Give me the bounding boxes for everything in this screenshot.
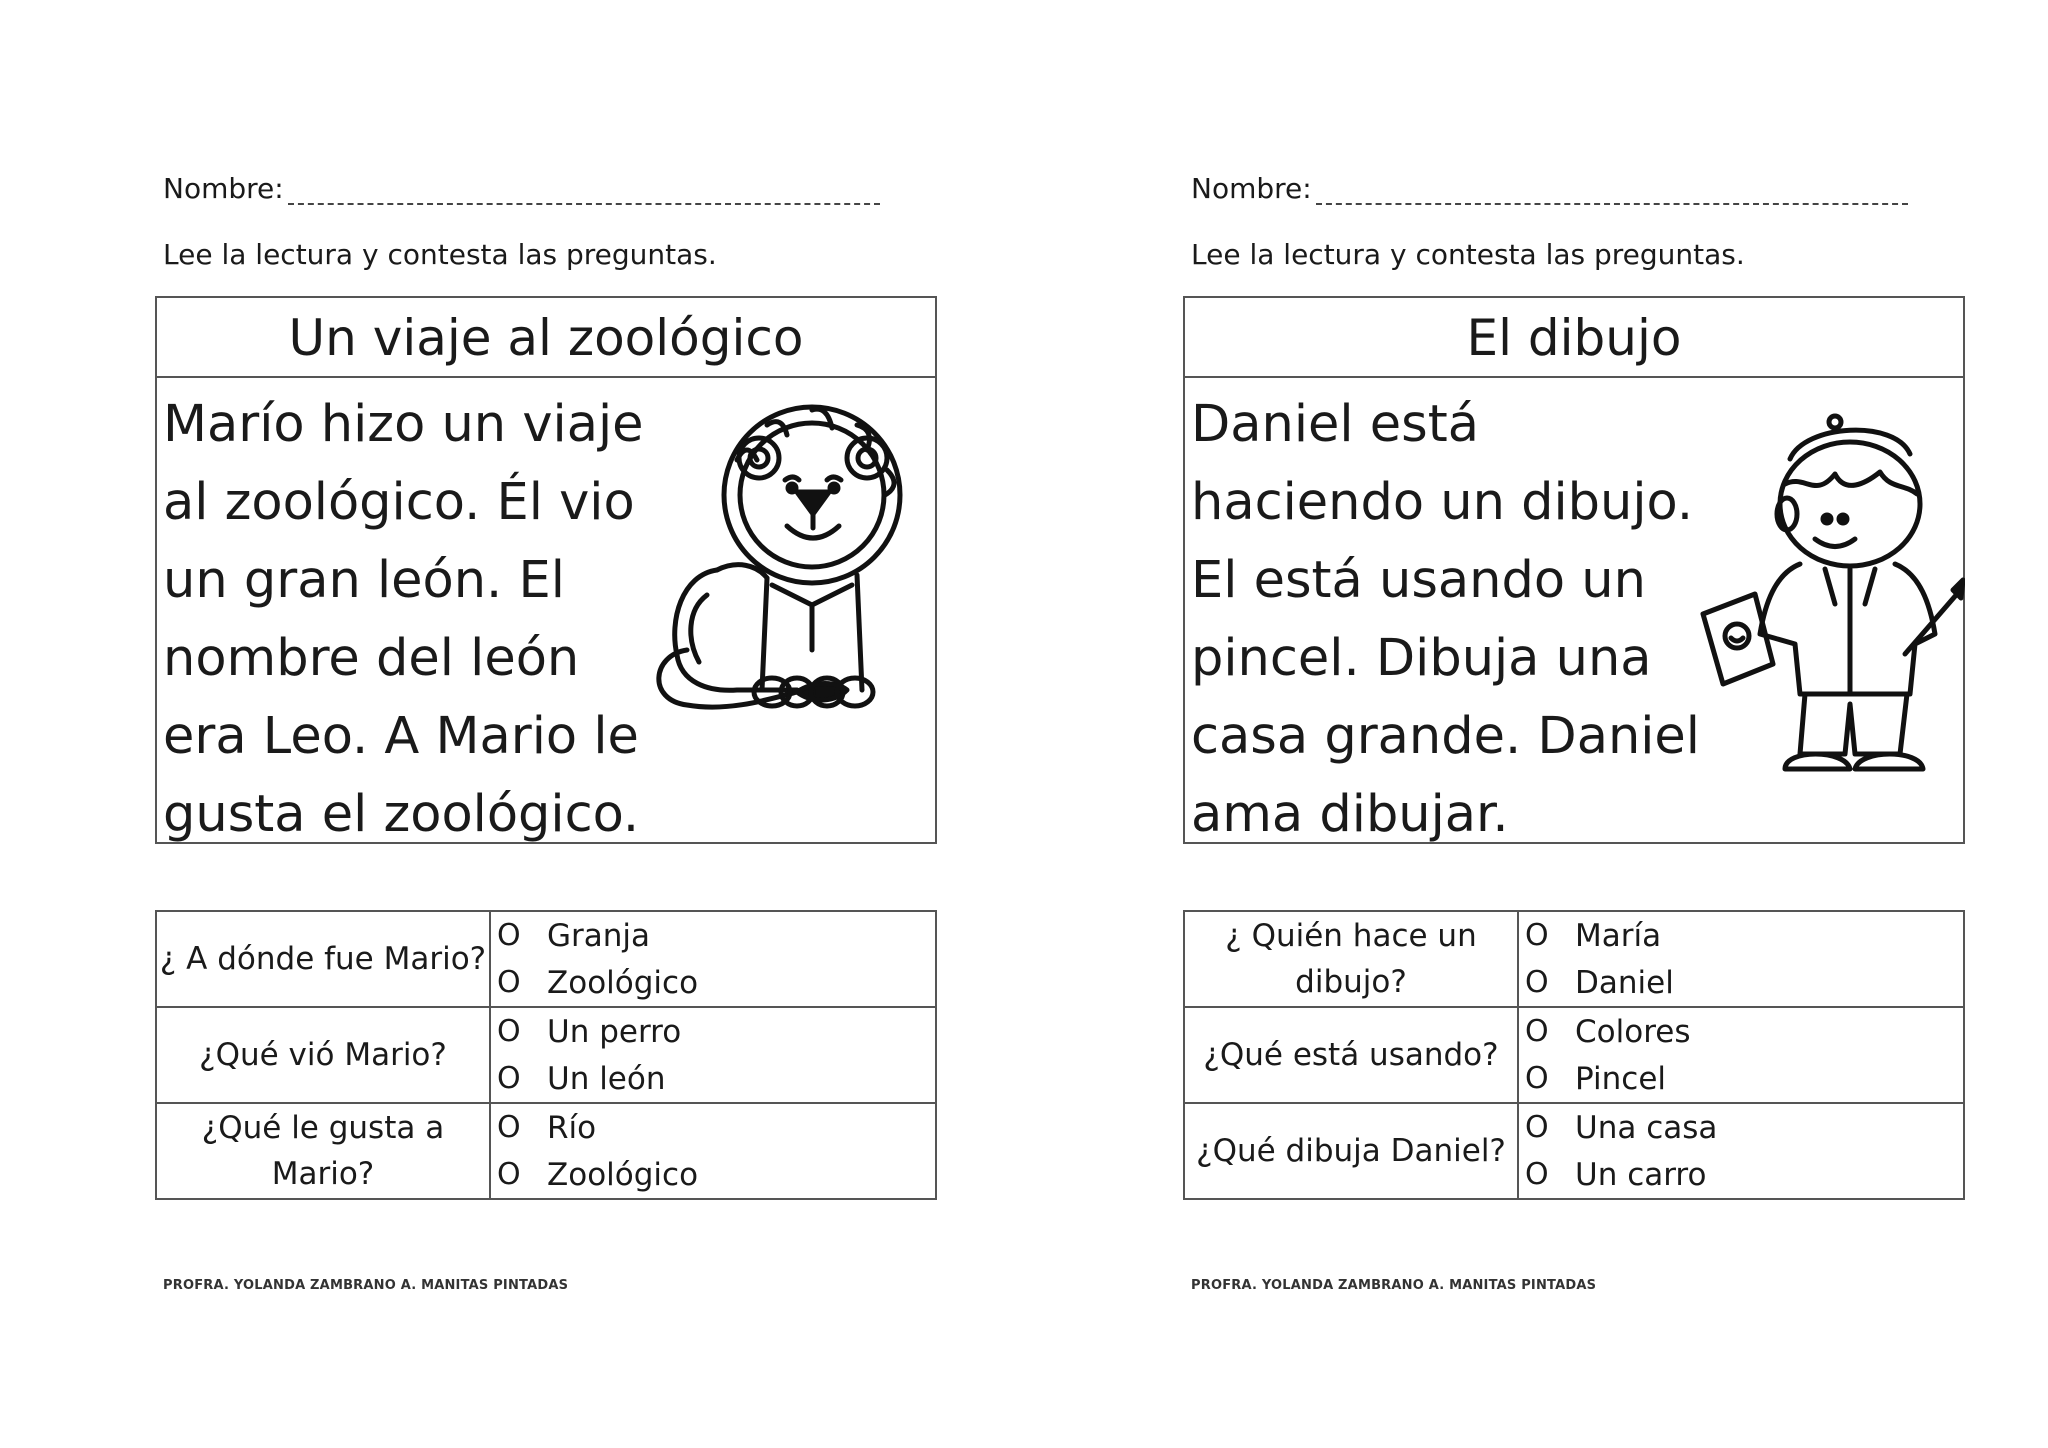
story-title: Un viaje al zoológico [157, 298, 935, 378]
story-line: casa grande. Daniel [1191, 707, 1700, 766]
option-label: Pincel [1575, 1060, 1667, 1097]
story-text [163, 386, 644, 854]
option-label: Granja [547, 917, 651, 954]
story-box [155, 296, 937, 844]
option-circle[interactable]: O [1525, 1061, 1549, 1096]
answer-option[interactable] [497, 1104, 935, 1151]
option-label: Zoológico [547, 1156, 699, 1193]
question-text: ¿Qué está usando? [1184, 1007, 1518, 1103]
answer-option[interactable] [497, 959, 935, 1006]
answer-option[interactable] [497, 912, 935, 959]
story-line: ama dibujar. [1191, 785, 1509, 844]
answer-option[interactable] [497, 1008, 935, 1055]
story-line: era Leo. A Mario le [163, 707, 639, 766]
story-line: gusta el zoológico. [163, 785, 640, 844]
answer-option[interactable] [1525, 912, 1963, 959]
quiz-table [155, 910, 937, 1200]
author-credit: PROFRA. YOLANDA ZAMBRANO A. MANITAS PINTADAS [1191, 1278, 1597, 1293]
quiz-table [1183, 910, 1965, 1200]
option-circle[interactable]: O [497, 965, 521, 1000]
question-row [1184, 911, 1964, 1007]
answer-option[interactable] [1525, 959, 1963, 1006]
story-line: Daniel está [1191, 395, 1479, 454]
story-line: un gran león. El [163, 551, 565, 610]
story-body [157, 378, 935, 842]
question-text: ¿ A dónde fue Mario? [156, 911, 490, 1007]
story-title: El dibujo [1185, 298, 1963, 378]
option-label: Daniel [1575, 964, 1674, 1001]
name-label: Nombre: [163, 172, 284, 205]
option-circle[interactable]: O [1525, 965, 1549, 1000]
option-label: Una casa [1575, 1109, 1718, 1146]
worksheet-drawing [1183, 0, 1983, 1448]
question-options [1518, 1007, 1964, 1103]
boy-painter-illustration [1695, 404, 1965, 804]
story-box [1183, 296, 1965, 844]
story-line: al zoológico. Él vio [163, 473, 635, 532]
story-line: pincel. Dibuja una [1191, 629, 1652, 688]
story-line: El está usando un [1191, 551, 1646, 610]
question-row [156, 1007, 936, 1103]
author-credit: PROFRA. YOLANDA ZAMBRANO A. MANITAS PINTADAS [163, 1278, 569, 1293]
option-circle[interactable]: O [497, 918, 521, 953]
question-row [1184, 1007, 1964, 1103]
option-label: Colores [1575, 1013, 1691, 1050]
option-label: Zoológico [547, 964, 699, 1001]
option-circle[interactable]: O [497, 1110, 521, 1145]
option-label: Un carro [1575, 1156, 1707, 1193]
option-circle[interactable]: O [497, 1157, 521, 1192]
answer-option[interactable] [497, 1055, 935, 1102]
question-options [490, 911, 936, 1007]
option-circle[interactable]: O [1525, 1157, 1549, 1192]
question-text: ¿ Quién hace un dibujo? [1184, 911, 1518, 1007]
answer-option[interactable] [497, 1151, 935, 1198]
question-row [156, 911, 936, 1007]
answer-option[interactable] [1525, 1008, 1963, 1055]
name-label: Nombre: [1191, 172, 1312, 205]
name-field [163, 172, 880, 205]
option-label: María [1575, 917, 1662, 954]
story-line: nombre del león [163, 629, 580, 688]
answer-option[interactable] [1525, 1151, 1963, 1198]
question-text: ¿Qué dibuja Daniel? [1184, 1103, 1518, 1199]
option-label: Un león [547, 1060, 666, 1097]
name-blank[interactable] [1316, 181, 1908, 205]
instruction: Lee la lectura y contesta las preguntas. [163, 238, 717, 271]
question-text: ¿Qué vió Mario? [156, 1007, 490, 1103]
option-label: Un perro [547, 1013, 682, 1050]
instruction: Lee la lectura y contesta las preguntas. [1191, 238, 1745, 271]
story-line: haciendo un dibujo. [1191, 473, 1694, 532]
question-options [490, 1103, 936, 1199]
option-circle[interactable]: O [497, 1061, 521, 1096]
question-row [1184, 1103, 1964, 1199]
option-circle[interactable]: O [1525, 1110, 1549, 1145]
lion-illustration [647, 400, 917, 720]
option-circle[interactable]: O [1525, 918, 1549, 953]
question-options [1518, 1103, 1964, 1199]
answer-option[interactable] [1525, 1055, 1963, 1102]
question-options [1518, 911, 1964, 1007]
name-blank[interactable] [288, 181, 880, 205]
worksheet-zoo [155, 0, 955, 1448]
story-body [1185, 378, 1963, 842]
question-text: ¿Qué le gusta a Mario? [156, 1103, 490, 1199]
story-text [1191, 386, 1700, 854]
name-field [1191, 172, 1908, 205]
option-label: Río [547, 1109, 597, 1146]
answer-option[interactable] [1525, 1104, 1963, 1151]
question-row [156, 1103, 936, 1199]
question-options [490, 1007, 936, 1103]
option-circle[interactable]: O [497, 1014, 521, 1049]
option-circle[interactable]: O [1525, 1014, 1549, 1049]
story-line: Marío hizo un viaje [163, 395, 644, 454]
